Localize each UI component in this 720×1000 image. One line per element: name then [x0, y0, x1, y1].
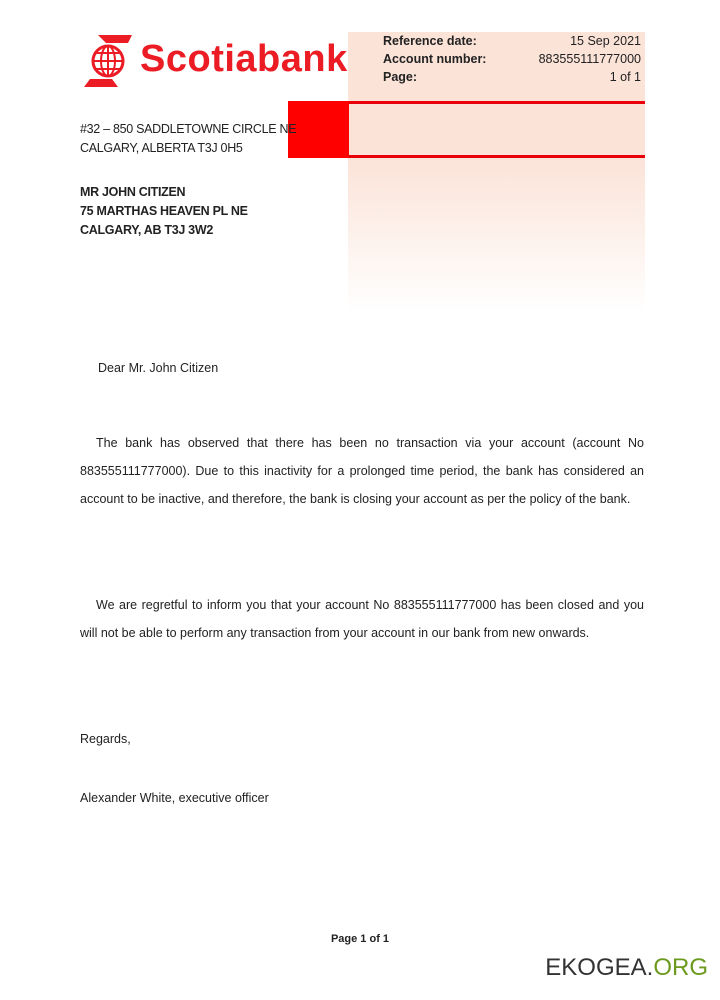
- closing: Regards,: [80, 732, 131, 746]
- scotiabank-logo-icon: [84, 35, 134, 87]
- account-number-label: Account number:: [383, 52, 487, 66]
- reference-date-label: Reference date:: [383, 34, 477, 48]
- page-label: Page:: [383, 70, 418, 84]
- account-number: 883555111777000: [538, 52, 641, 66]
- salutation: Dear Mr. John Citizen: [98, 361, 219, 375]
- recipient-address: [80, 183, 248, 240]
- header-red-block: [288, 101, 349, 158]
- signature: Alexander White, executive officer: [80, 791, 269, 805]
- recipient-line: MR JOHN CITIZEN: [80, 185, 186, 199]
- watermark-text: EKOGEA.: [545, 954, 654, 981]
- reference-date: 15 Sep 2021: [570, 34, 641, 48]
- recipient-line: 75 MARTHAS HEAVEN PL NE: [80, 204, 248, 218]
- paragraph-2: We are regretful to inform you that your account No 883555111777000 has been closed and you will not be able to perform any transaction from your account in our bank from new onwards.: [80, 598, 644, 640]
- brand-name: Scotiabank: [140, 38, 348, 80]
- paragraph-1: The bank has observed that there has been no transaction via your account (account No 883555111777000). Due to this inactivity for a prolonged time period, the bank has considered an account to be inactive, and therefore, the bank is closing your account as per the policy of the bank.: [80, 436, 644, 506]
- recipient-line: CALGARY, AB T3J 3W2: [80, 223, 213, 237]
- watermark: [545, 954, 708, 982]
- bank-address-line: #32 – 850 SADDLETOWNE CIRCLE NE: [80, 122, 297, 136]
- bank-address-line: CALGARY, ALBERTA T3J 0H5: [80, 141, 243, 155]
- statement-meta: [383, 32, 641, 86]
- footer-page-number: Page 1 of 1: [330, 933, 390, 945]
- watermark-text-accent: ORG: [653, 954, 708, 981]
- page-number: 1 of 1: [609, 70, 641, 84]
- bank-address: [80, 120, 296, 158]
